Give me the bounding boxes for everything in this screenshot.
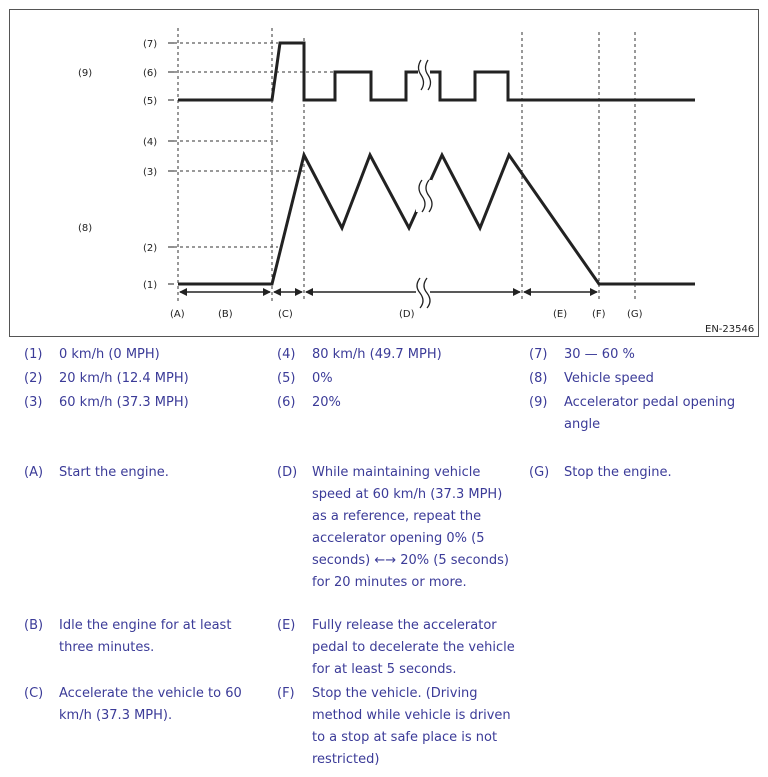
legend-key: (4): [277, 347, 296, 362]
level-guides: [168, 43, 335, 247]
step-text: Idle the engine for at least three minutes.: [59, 618, 232, 655]
legend-text: 80 km/h (49.7 MPH): [312, 347, 442, 362]
legend-text: 0 km/h (0 MPH): [59, 347, 160, 362]
step-key: (D): [277, 465, 298, 480]
marker-5: (5): [143, 96, 158, 107]
phase-guides: [178, 28, 635, 302]
legend-key: (2): [24, 371, 43, 386]
phase-label-f: (F): [592, 309, 606, 320]
legend-key: (9): [529, 395, 548, 410]
marker-1: (1): [143, 280, 158, 291]
step-key: (E): [277, 618, 296, 633]
step-text: Fully release the accelerator pedal to decelerate the vehicle for at least 5 seconds.: [312, 618, 515, 677]
legend-text: 20%: [312, 395, 341, 410]
phase-label-d: (D): [399, 309, 415, 320]
break-symbols: [416, 60, 432, 308]
legend-key: (3): [24, 395, 43, 410]
legend-key: (6): [277, 395, 296, 410]
legend-text: Vehicle speed: [564, 371, 654, 386]
step-text: Accelerate the vehicle to 60 km/h (37.3 MPH).: [59, 686, 242, 723]
phase-label-a: (A): [170, 309, 185, 320]
step-text: Stop the vehicle. (Driving method while vehicle is driven to a stop at safe place is not restricted): [312, 686, 511, 767]
marker-3: (3): [143, 167, 158, 178]
step-text: Start the engine.: [59, 465, 169, 480]
group-label-8: (8): [78, 223, 93, 234]
phase-label-g: (G): [627, 309, 643, 320]
step-text: Stop the engine.: [564, 465, 672, 480]
marker-7: (7): [143, 39, 158, 50]
marker-2: (2): [143, 243, 158, 254]
marker-6: (6): [143, 68, 158, 79]
legend-key: (7): [529, 347, 548, 362]
step-text: While maintaining vehicle speed at 60 km/h (37.3 MPH) as a reference, repeat the accelerator opening 0% (5 seconds) ←→ 20% (5 seconds) for 20 minutes or more.: [312, 465, 509, 590]
diagram-svg: [10, 10, 760, 338]
phase-label-b: (B): [218, 309, 233, 320]
step-key: (C): [24, 686, 44, 701]
legend-key: (5): [277, 371, 296, 386]
legend-key: (8): [529, 371, 548, 386]
phase-label-e: (E): [553, 309, 568, 320]
figure-code: EN-23546: [705, 324, 755, 335]
step-key: (F): [277, 686, 295, 701]
legend-text: 60 km/h (37.3 MPH): [59, 395, 189, 410]
marker-4: (4): [143, 137, 158, 148]
legend-text: 0%: [312, 371, 333, 386]
step-key: (B): [24, 618, 44, 633]
group-label-9: (9): [78, 68, 93, 79]
step-key: (A): [24, 465, 44, 480]
timing-diagram: [9, 9, 759, 337]
vehicle-speed-trace: [178, 155, 695, 284]
step-key: (G): [529, 465, 550, 480]
level-ticks: [168, 43, 174, 284]
pedal-angle-trace: [178, 43, 695, 100]
phase-label-c: (C): [278, 309, 293, 320]
legend-key: (1): [24, 347, 43, 362]
legend-text: 20 km/h (12.4 MPH): [59, 371, 189, 386]
legend-text: Accelerator pedal opening angle: [564, 395, 736, 432]
legend-text: 30 — 60 %: [564, 347, 635, 362]
